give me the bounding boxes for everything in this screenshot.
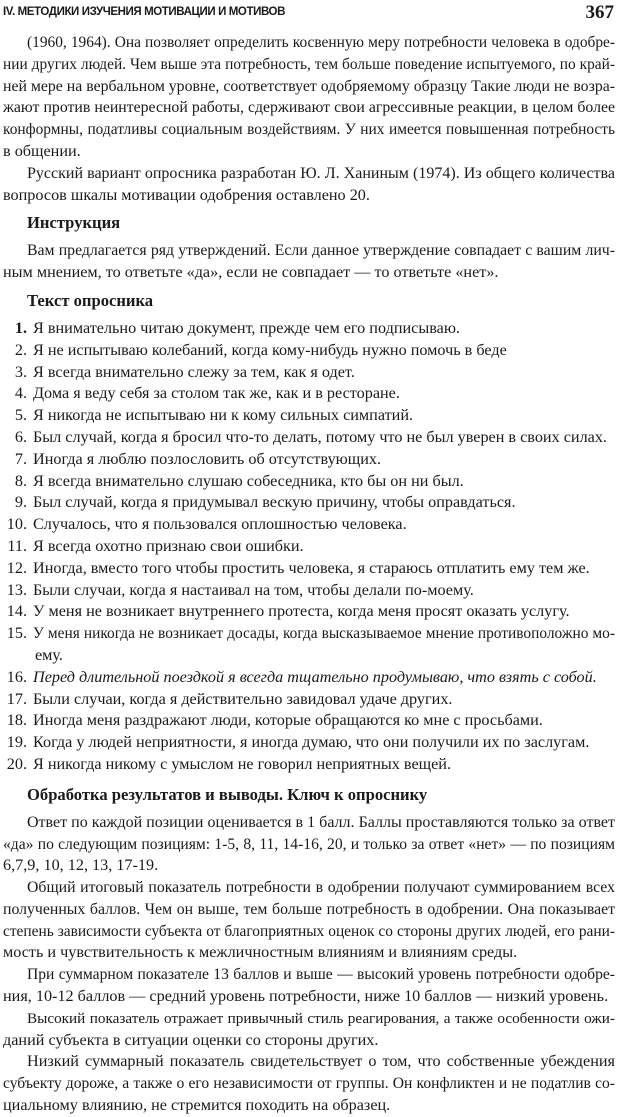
list-item	[3, 383, 615, 405]
text-line: Были случаи, когда я действительно завидовал удаче других.	[33, 689, 453, 708]
item-text	[33, 318, 615, 340]
text-line: Вам предлагается ряд утверждений. Если данное утверждение совпадает с вашим лич-	[27, 242, 615, 260]
text-line: Я всегда охотно признаю свои ошибки.	[33, 536, 304, 555]
item-text	[33, 580, 615, 602]
item-number: 3.	[14, 362, 27, 381]
item-number: 2.	[14, 340, 27, 359]
paragraph	[3, 1008, 615, 1052]
intro-section	[3, 32, 615, 206]
text-line: У меня не возникает внутреннего протеста, когда меня просят оказать услугу.	[33, 602, 570, 621]
text-line: субъекту дороже, а также о его независимости от группы. Он конфликтен и не податлив со-	[3, 1075, 615, 1093]
text-line: ней мере на вербальном уровне, соответствует одобряемому образцу Такие люди не возра-	[3, 77, 615, 95]
text-line: Высокий показатель отражает привычный стиль реагирования, а также особенности ожи-	[27, 1009, 615, 1027]
item-text	[33, 536, 615, 558]
text-line: Ответ по каждой позиции оценивается в 1 балл. Баллы проставляются только за ответ	[27, 813, 615, 831]
text-line: в общении.	[3, 141, 81, 160]
list-item	[3, 405, 615, 427]
item-text	[33, 601, 615, 623]
running-header	[3, 2, 614, 24]
item-number: 20.	[6, 754, 27, 773]
text-line: Общий итоговый показатель потребности в одобрении получают суммированием всех	[27, 879, 615, 897]
text-line: степень зависимости субъекта от благоприятных оценок со стороны других людей, его рани-	[3, 922, 615, 940]
item-number: 6.	[14, 427, 27, 446]
text-line: Иногда, вместо того чтобы простить человека, я стараюсь отплатить ему тем же.	[33, 558, 590, 577]
text-line: Я никогда не испытываю ни к кому сильных симпатий.	[33, 406, 414, 425]
text-line: 6,7,9, 10, 12, 13, 17-19.	[3, 856, 159, 875]
item-number: 5.	[14, 406, 27, 425]
item-text	[33, 558, 615, 580]
text-line: Был случай, когда я придумывал вескую причину, чтобы оправдаться.	[33, 493, 516, 512]
paragraph	[3, 964, 615, 1008]
list-item	[3, 318, 615, 340]
text-line: Был случай, когда я бросил что-то делать, потому что не был уверен в своих силах.	[33, 427, 607, 446]
text-line: «да» по следующим позициям: 1-5, 8, 11, 14-16, 20, и только за ответ «нет» — по позициям	[3, 835, 615, 853]
text-line: Я не испытываю колебаний, когда кому-нибудь нужно помочь в беде	[33, 340, 507, 359]
paragraph	[3, 163, 615, 207]
text-line: вопросов шкалы мотивации одобрения оставлено 20.	[3, 185, 370, 204]
item-number: 4.	[14, 384, 27, 403]
item-text	[33, 710, 615, 732]
text-line: Я внимательно читаю документ, прежде чем его подписываю.	[33, 318, 460, 337]
section-title: IV. МЕТОДИКИ ИЗУЧЕНИЯ МОТИВАЦИИ И МОТИВОВ	[3, 6, 286, 18]
list-item	[3, 689, 615, 711]
item-number: 13.	[6, 580, 27, 599]
paragraph	[3, 32, 615, 163]
item-text	[33, 754, 615, 776]
text-line: Низкий суммарный показатель свидетельствует о том, что собственные убеждения	[27, 1052, 615, 1071]
paragraph	[3, 812, 615, 877]
list-item	[3, 492, 615, 514]
text-line: нии других людей. Чем выше эта потребность, тем больше поведение испытуемого, по край-	[3, 55, 615, 73]
text-line: При суммарном показателе 13 баллов и выше — высокий уровень потребности одобре-	[27, 966, 615, 984]
paragraph	[3, 1051, 615, 1116]
list-item	[3, 449, 615, 471]
results-section	[3, 812, 615, 1117]
list-item	[3, 536, 615, 558]
item-text	[33, 732, 615, 754]
item-number: 9.	[14, 493, 27, 512]
list-item	[3, 558, 615, 580]
text-line: Случалось, что я пользовался оплошностью человека.	[33, 515, 407, 534]
text-line: Я всегда внимательно слушаю собеседника, кто бы он ни был.	[33, 471, 464, 490]
item-number: 19.	[6, 733, 27, 752]
item-number: 17.	[6, 689, 27, 708]
page-number: 367	[585, 2, 614, 23]
item-text	[33, 667, 615, 689]
text-line: Перед длительной поездкой я всегда тщательно продумываю, что взять с собой.	[33, 667, 597, 686]
text-line: конформны, податливы социальным воздействиям. У них имеется повышенная потребность	[3, 121, 615, 139]
text-line: У меня никогда не возникает досады, когда высказываемое мнение противоположно мо-	[33, 625, 615, 643]
item-text	[33, 471, 615, 493]
text-line: Иногда я люблю позлословить об отсутствующих.	[33, 449, 382, 468]
item-number: 8.	[14, 471, 27, 490]
item-number: 1.	[14, 318, 27, 337]
paragraph	[3, 240, 615, 284]
text-line: ему.	[35, 645, 63, 664]
item-text	[33, 427, 615, 449]
text-line: ния, 10-12 баллов — средний уровень потребности, ниже 10 баллов — низкий уровень.	[3, 987, 609, 1006]
text-line: (1960, 1964). Она позволяет определить косвенную меру потребности человека в одобре-	[27, 34, 615, 51]
list-item	[3, 667, 615, 689]
text-line: Иногда меня раздражают люди, которые обращаются ко мне с просьбами.	[33, 711, 543, 730]
item-number: 10.	[6, 515, 27, 534]
results-heading: Обработка результатов и выводы. Ключ к опроснику	[27, 784, 428, 804]
questionnaire-heading: Текст опросника	[27, 290, 154, 310]
item-text	[33, 492, 615, 514]
item-text	[33, 514, 615, 536]
text-line: Я всегда внимательно слежу за тем, как я одет.	[33, 362, 355, 381]
text-line: ным мнением, то ответьте «да», если не совпадает — то ответьте «нет».	[3, 263, 499, 282]
item-text	[33, 405, 615, 427]
item-text	[33, 340, 615, 362]
list-item	[3, 580, 615, 602]
item-number: 18.	[6, 711, 27, 730]
list-item	[3, 427, 615, 449]
text-line: полученных баллов. Чем он выше, тем больше потребность в одобрении. Она показывает	[3, 900, 615, 918]
item-text	[33, 623, 615, 667]
list-item	[3, 362, 615, 384]
instruction-section	[3, 240, 615, 284]
text-line: Я никогда никому с умыслом не говорил неприятных вещей.	[33, 754, 452, 773]
item-number: 14.	[6, 602, 27, 621]
list-item	[3, 514, 615, 536]
text-line: Дома я веду себя за столом так же, как и в ресторане.	[33, 384, 400, 403]
item-text	[33, 383, 615, 405]
list-item	[3, 623, 615, 667]
list-item	[3, 754, 615, 776]
item-text	[33, 362, 615, 384]
text-line: Русский вариант опросника разработан Ю. Л. Ханиным (1974). Из общего количества	[27, 164, 615, 182]
list-item	[3, 601, 615, 623]
list-item	[3, 710, 615, 732]
item-text	[33, 689, 615, 711]
text-line: Когда у людей неприятности, я иногда думаю, что они получили их по заслугам.	[33, 733, 590, 752]
item-number: 7.	[14, 449, 27, 468]
list-item	[3, 471, 615, 493]
text-line: мость и чувствительность к межличностным влияниям и влияниям среды.	[3, 943, 518, 962]
text-line: циальному влиянию, не стремится походить на образец.	[3, 1096, 391, 1115]
text-line: жают против неинтересной работы, сдерживают свои агрессивные реакции, в целом более	[3, 99, 615, 117]
text-line: даний субъекта в ситуации оценки со стороны других.	[3, 1030, 379, 1049]
item-number: 11.	[7, 536, 27, 555]
list-item	[3, 732, 615, 754]
page-body	[3, 32, 615, 1117]
paragraph	[3, 877, 615, 964]
questionnaire-list	[3, 318, 615, 776]
item-number: 12.	[6, 558, 27, 577]
text-line: Были случаи, когда я настаивал на том, чтобы делали по-моему.	[33, 580, 474, 599]
item-number: 15.	[6, 624, 27, 643]
item-number: 16.	[6, 667, 27, 686]
item-text	[33, 449, 615, 471]
list-item	[3, 340, 615, 362]
instruction-heading: Инструкция	[27, 213, 121, 233]
